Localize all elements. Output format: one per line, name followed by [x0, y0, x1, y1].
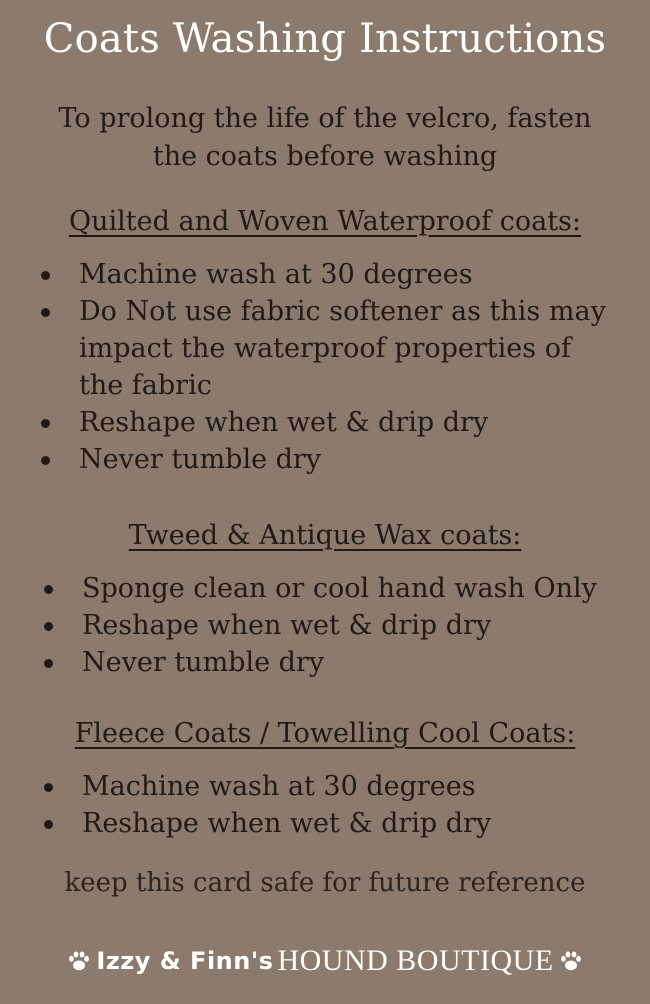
paw-print-icon	[558, 948, 584, 974]
page-title: Coats Washing Instructions	[43, 16, 607, 62]
section-heading-fleece: Fleece Coats / Towelling Cool Coats:	[74, 718, 576, 749]
intro-text: To prolong the life of the velcro, fasten the coats before washing	[58, 103, 592, 172]
brand-name-script: Izzy & Finn's	[96, 947, 274, 975]
list-item: Machine wash at 30 degrees	[79, 256, 609, 293]
list-item: Never tumble dry	[82, 644, 612, 681]
brand-logo	[0, 944, 650, 978]
bullet-icon	[44, 585, 53, 594]
bullet-icon	[41, 456, 50, 465]
bullet-list-tweed-wax	[82, 570, 612, 681]
brand-name-caps: HOUND BOUTIQUE	[277, 944, 554, 977]
footer-note: keep this card safe for future reference	[64, 868, 586, 898]
bullet-list-waterproof	[79, 256, 609, 478]
bullet-icon	[44, 622, 53, 631]
bullet-icon	[41, 419, 50, 428]
bullet-icon	[44, 820, 53, 829]
bullet-icon	[41, 308, 50, 317]
bullet-list-fleece	[82, 768, 612, 842]
bullet-icon	[44, 783, 53, 792]
list-item: Machine wash at 30 degrees	[82, 768, 612, 805]
list-item: Reshape when wet & drip dry	[82, 805, 612, 842]
section-heading-waterproof: Quilted and Woven Waterproof coats:	[68, 206, 581, 237]
bullet-icon	[41, 271, 50, 280]
section-heading-tweed-wax: Tweed & Antique Wax coats:	[128, 520, 522, 551]
paw-print-icon	[66, 948, 92, 974]
list-item: Never tumble dry	[79, 441, 609, 478]
list-item: Do Not use fabric softener as this may impact the waterproof properties of the fabric	[79, 293, 609, 404]
list-item: Sponge clean or cool hand wash Only	[82, 570, 612, 607]
list-item: Reshape when wet & drip dry	[82, 607, 612, 644]
bullet-icon	[44, 659, 53, 668]
list-item: Reshape when wet & drip dry	[79, 404, 609, 441]
